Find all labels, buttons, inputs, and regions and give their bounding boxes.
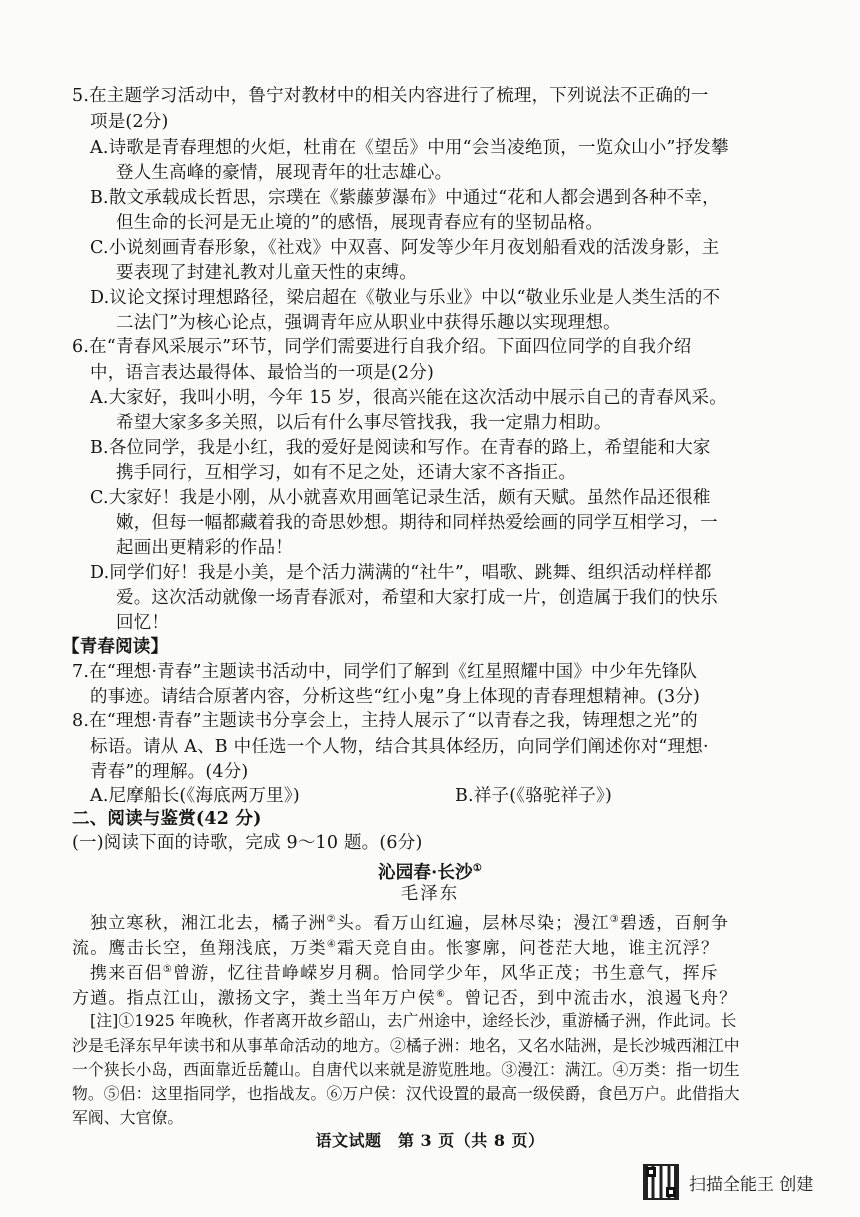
q6-option-c-line-2: 嫩，但每一幅都藏着我的奇思妙想。期待和同样热爱绘画的同学互相学习，一 — [116, 513, 718, 533]
q6-option-d-line-3: 回忆！ — [116, 613, 170, 633]
q5-stem-line-1: 5.在主题学习活动中，鲁宁对教材中的相关内容进行了梳理，下列说法不正确的一 — [72, 86, 709, 106]
q6-option-a-line-2: 希望大家多多关照，以后有什么事尽管找我，我一定鼎力相助。 — [116, 413, 612, 433]
q6-option-c-line-3: 起画出更精彩的作品！ — [116, 538, 293, 558]
q5-option-b-line-1: B.散文承载成长哲思，宗璞在《紫藤萝瀑布》中通过“花和人都会遇到各种不幸， — [90, 188, 720, 208]
note-line-3: 一个狭长小岛，西面靠近岳麓山。自唐代以来就是游览胜地。③漫江：满江。④万类：指一切生 — [72, 1060, 740, 1079]
watermark-text: 扫描全能王 创建 — [689, 1174, 814, 1195]
q6-option-b-line-2: 携手同行，互相学习，如有不足之处，还请大家不吝指正。 — [116, 463, 577, 483]
q8-line-3: 青春”的理解。(4分) — [90, 762, 249, 782]
q5-option-b-line-2: 但生命的长河是无止境的”的感悟，展现青春应有的坚韧品格。 — [116, 213, 604, 233]
poem-note-mark-6: ⑥ — [436, 989, 447, 1000]
q8-line-1: 8.在“理想·青春”主题读书分享会上，主持人展示了“以青春之我，铸理想之光”的 — [72, 711, 698, 731]
poem-line-4-part-a: 方遒。指点江山，激扬文字，粪土当年万户侯 — [72, 988, 436, 1009]
q8-line-2: 标语。请从 A、B 中任选一个人物，结合其具体经历，向同学们阐述你对“理想· — [90, 737, 709, 757]
poem-line-1-part-b: 头。看万山红遍，层林尽染；漫江 — [336, 913, 610, 934]
poem-title-text: 沁园春·长沙 — [378, 862, 473, 883]
note-line-1: [注]①1925 年晚秋，作者离开故乡韶山，去广州途中，途经长沙，重游橘子洲，作此词。长 — [90, 1011, 737, 1030]
part-2-heading: 二、阅读与鉴赏(42 分) — [72, 809, 262, 829]
note-line-4: 物。⑤侣：这里指同学，也指战友。⑥万户侯：汉代设置的最高一级侯爵，食邑万户。此借指大 — [72, 1084, 740, 1103]
q6-stem-line-2: 中，语言表达最得体、最恰当的一项是(2分) — [90, 363, 434, 383]
q7-line-2: 的事迹。请结合原著内容，分析这些“红小鬼”身上体现的青春理想精神。(3分) — [90, 687, 701, 707]
qr-code-icon — [643, 1164, 679, 1200]
scanner-watermark — [643, 1162, 843, 1202]
q8-option-a: A.尼摩船长(《海底两万里》) — [90, 786, 300, 806]
section-heading-reading: 【青春阅读】 — [62, 637, 169, 657]
poem-title-note-mark: ① — [472, 863, 482, 874]
poem-note-mark-5: ⑤ — [162, 964, 173, 975]
q5-option-a-line-1: A.诗歌是青春理想的火炬，杜甫在《望岳》中用“会当凌绝顶，一览众山小”抒发攀 — [90, 138, 729, 158]
q6-stem-line-1: 6.在“青春风采展示”环节，同学们需要进行自我介绍。下面四位同学的自我介绍 — [72, 337, 692, 357]
q5-option-a-line-2: 登人生高峰的豪情，展现青年的壮志雄心。 — [116, 163, 453, 183]
q6-option-a-line-1: A.大家好，我叫小明，今年 15 岁，很高兴能在这次活动中展示自己的青春风采。 — [90, 388, 727, 408]
q6-option-c-line-1: C.大家好！我是小刚，从小就喜欢用画笔记录生活，颇有天赋。虽然作品还很稚 — [90, 488, 711, 508]
poem-note-mark-3: ③ — [609, 914, 620, 925]
q5-option-d-line-2: 二法门”为核心论点，强调青年应从职业中获得乐趣以实现理想。 — [116, 313, 621, 333]
q5-option-c-line-1: C.小说刻画青春形象，《社戏》中双喜、阿发等少年月夜划船看戏的活泼身影，主 — [90, 238, 720, 258]
poem-line-2-part-a: 流。鹰击长空，鱼翔浅底，万类 — [72, 938, 327, 959]
q7-line-1: 7.在“理想·青春”主题读书活动中，同学们了解到《红星照耀中国》中少年先锋队 — [72, 662, 698, 682]
poem-line-1-part-c: 碧透，百舸争 — [619, 913, 730, 934]
poem-line-4-part-b: 。曾记否，到中流击水，浪遏飞舟？ — [446, 988, 738, 1009]
poem-line-2-part-b: 霜天竞自由。怅寥廓，问苍茫大地，谁主沉浮？ — [336, 938, 720, 959]
q6-option-d-line-2: 爱。这次活动就像一场青春派对，希望和大家打成一片，创造属于我们的快乐 — [116, 588, 718, 608]
page-footer: 语文试题 第 3 页（共 8 页） — [315, 1131, 545, 1150]
q6-option-b-line-1: B.各位同学，我是小红，我的爱好是阅读和写作。在青春的路上，希望能和大家 — [90, 438, 711, 458]
poem-line-3-part-b: 曾游，忆往昔峥嵘岁月稠。恰同学少年，风华正茂；书生意气，挥斥 — [172, 963, 719, 984]
part-2-subheading: (一)阅读下面的诗歌，完成 9～10 题。(6分) — [72, 833, 423, 853]
q8-option-b: B.祥子(《骆驼祥子》) — [455, 786, 612, 806]
q6-option-d-line-1: D.同学们好！我是小美，是个活力满满的“社牛”，唱歌、跳舞、组织活动样样都 — [90, 563, 712, 583]
note-line-5: 军阀、大官僚。 — [72, 1108, 184, 1127]
poem-note-mark-2: ② — [326, 914, 337, 925]
poem-line-3-part-a: 携来百侣 — [90, 963, 163, 984]
poem-line-1-part-a: 独立寒秋，湘江北去，橘子洲 — [90, 913, 327, 934]
q5-option-c-line-2: 要表现了封建礼教对儿童天性的束缚。 — [116, 263, 417, 283]
note-line-2: 沙是毛泽东早年读书和从事革命活动的地方。②橘子洲：地名，又名水陆洲，是长沙城西湘江中 — [72, 1036, 740, 1055]
q5-stem-line-2: 项是(2分) — [90, 112, 169, 132]
q5-option-d-line-1: D.议论文探讨理想路径，梁启超在《敬业与乐业》中以“敬业乐业是人类生活的不 — [90, 288, 721, 308]
poem-note-mark-4: ④ — [326, 939, 337, 950]
poem-author: 毛泽东 — [400, 884, 460, 904]
